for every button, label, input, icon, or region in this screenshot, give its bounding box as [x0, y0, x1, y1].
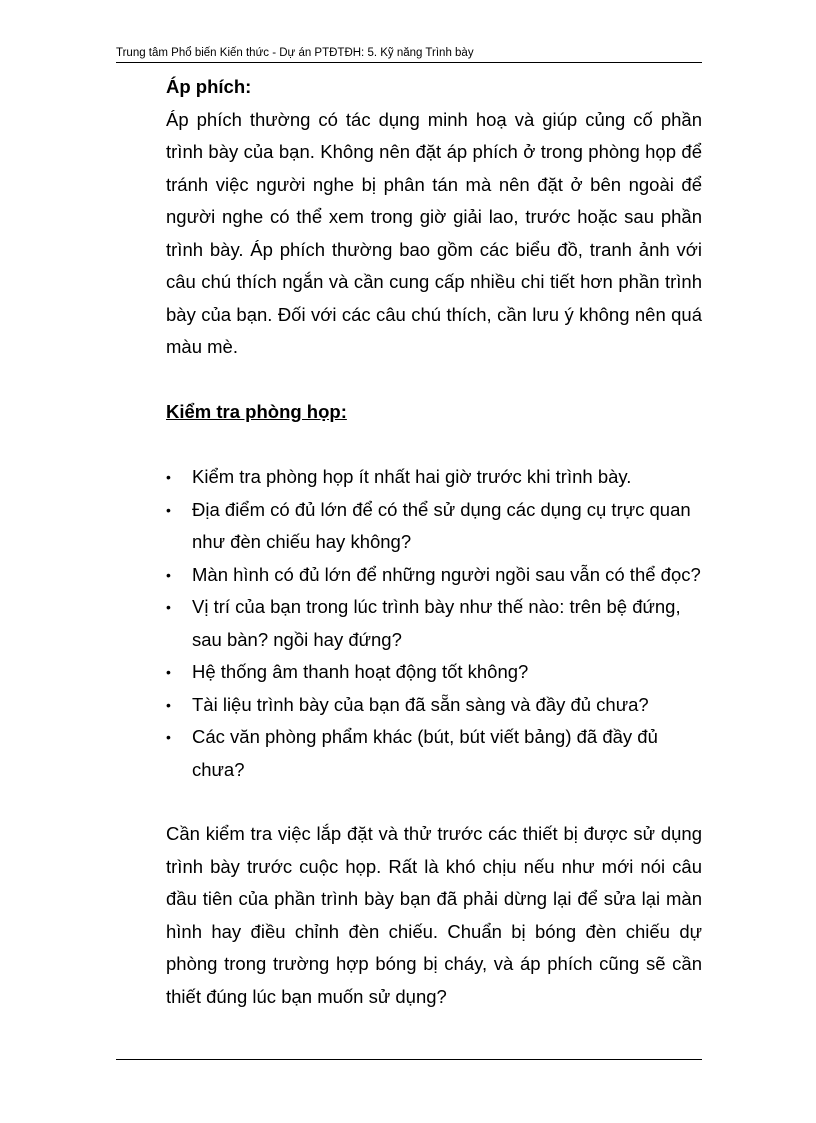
- header-text: Trung tâm Phổ biến Kiến thức - Dự án PTĐTĐH: 5. Kỹ năng Trình bày: [116, 47, 474, 59]
- list-item: [166, 689, 702, 722]
- bullet-icon: •: [166, 729, 171, 745]
- page-content: [166, 71, 702, 1013]
- poster-paragraph: Áp phích thường có tác dụng minh hoạ và giúp củng cố phần trình bày của bạn. Không nên đặt áp phích ở trong phòng họp để tránh việc người nghe bị phân tán mà nên đặt ở bên ngoài để người nghe có thể xem trong giờ giải lao, trước hoặc sau phần trình bày. Áp phích thường bao gồm các biểu đồ, tranh ảnh với câu chú thích ngắn và cần cung cấp nhiều chi tiết hơn phần trình bày của bạn. Đối với các câu chú thích, cần lưu ý không nên quá màu mè.: [166, 108, 702, 357]
- list-item-text: Hệ thống âm thanh hoạt động tốt không?: [192, 661, 529, 682]
- list-item: [166, 559, 702, 592]
- bullet-icon: •: [166, 599, 171, 615]
- section-spacer: [166, 786, 702, 818]
- list-item: [166, 461, 702, 494]
- list-item: [166, 721, 702, 786]
- bullet-icon: •: [166, 566, 171, 583]
- list-item-text: Tài liệu trình bày của bạn đã sẵn sàng và đầy đủ chưa?: [192, 693, 649, 715]
- section-spacer: [166, 428, 702, 461]
- list-item-text: Kiểm tra phòng họp ít nhất hai giờ trước khi trình bày.: [192, 466, 632, 487]
- room-check-list: [166, 461, 702, 786]
- bullet-icon: •: [166, 696, 171, 713]
- room-check-section-title: Kiểm tra phòng họp:: [166, 400, 347, 422]
- section-spacer: [166, 364, 702, 396]
- list-item-text: Vị trí của bạn trong lúc trình bày như thế nào: trên bệ đứng, sau bàn? ngồi hay đứng?: [192, 596, 681, 650]
- list-item-text: Màn hình có đủ lớn để những người ngồi sau vẫn có thể đọc?: [192, 563, 701, 585]
- bullet-icon: •: [166, 664, 171, 680]
- list-item: [166, 591, 702, 656]
- closing-paragraph: Cần kiểm tra việc lắp đặt và thử trước các thiết bị được sử dụng trình bày trước cuộc họp. Rất là khó chịu nếu như mới nói câu đầu tiên của phần trình bày bạn đã phải dừng lại để sửa lại màn hình hay điều chỉnh đèn chiếu. Chuẩn bị bóng đèn chiếu dự phòng trong trường hợp bóng bị cháy, và áp phích cũng sẽ cần thiết đúng lúc bạn muốn sử dụng?: [166, 823, 702, 1007]
- bullet-icon: •: [166, 469, 171, 485]
- list-item: [166, 494, 702, 559]
- poster-section-title: Áp phích:: [166, 76, 252, 97]
- list-item-text: Địa điểm có đủ lớn để có thể sử dụng các dụng cụ trực quan như đèn chiếu hay không?: [192, 498, 691, 552]
- footer-divider: [116, 1059, 702, 1060]
- list-item-text: Các văn phòng phẩm khác (bút, bút viết bảng) đã đầy đủ chưa?: [192, 726, 658, 780]
- list-item: [166, 656, 702, 689]
- bullet-icon: •: [166, 501, 171, 518]
- page-header: [116, 46, 702, 63]
